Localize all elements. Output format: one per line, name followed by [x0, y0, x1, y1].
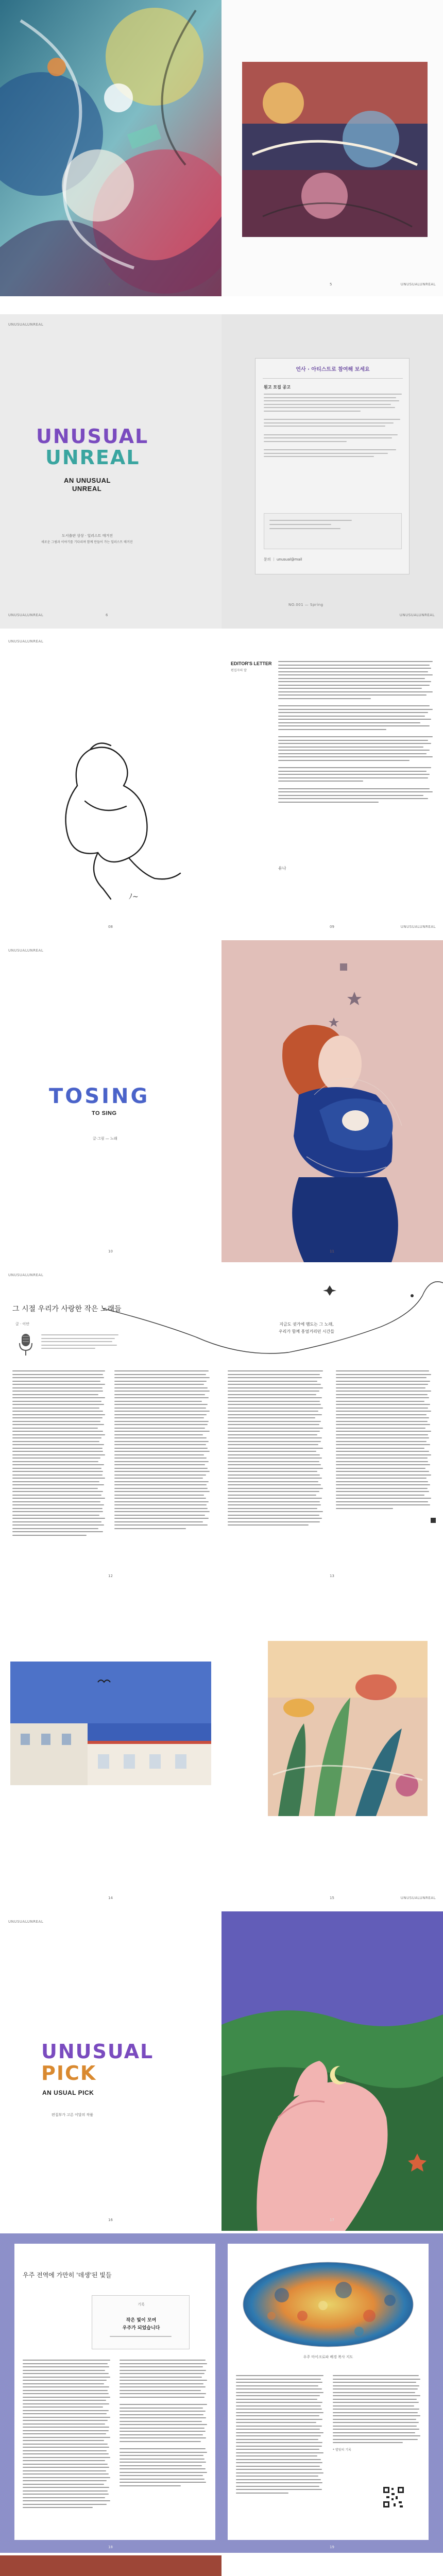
page-number: 14 — [108, 1896, 113, 1900]
page-number: 15 — [330, 1896, 334, 1900]
cosmic-col4 — [333, 2375, 420, 2446]
page-number: 12 — [108, 1574, 113, 1578]
to-sing-left-page — [0, 940, 222, 1262]
cover-art-right-page — [222, 0, 443, 296]
article-right-page — [222, 1265, 443, 1587]
map-caption: 우주 마이크로파 배경 복사 지도 — [303, 2355, 353, 2359]
end-mark-icon — [430, 1517, 436, 1523]
caption: 도서출판 상상 · 일러스트 매거진 — [62, 534, 113, 538]
title-left-page — [0, 314, 222, 629]
microphone-icon — [15, 1332, 36, 1358]
discovery-left-page — [0, 2555, 222, 2576]
notice-title: 언사 · 아티스트로 참여해 보세요 — [296, 367, 370, 372]
illustration-left-page — [0, 1589, 222, 1909]
to-sing-right-page — [222, 940, 443, 1262]
notice-intro: 원고 모집 공고 — [264, 385, 291, 389]
page-number: 11 — [330, 1249, 334, 1253]
subtitle-line1: AN UNUSUAL — [64, 477, 111, 484]
footer-page: 6 — [106, 613, 108, 617]
main-title-line1: UNUSUAL — [41, 2040, 154, 2063]
running-header: UNUSUALUNREAL — [8, 323, 44, 327]
notice-form-box — [264, 513, 402, 549]
cosmic-col1 — [23, 2360, 110, 2511]
notice-card — [255, 358, 410, 574]
spread-unusual-discovery — [0, 2555, 443, 2576]
editor-subtitle: 편집자의 말 — [231, 669, 247, 672]
inset-line1: 작은 빛이 모여 — [126, 2318, 157, 2323]
article-intro-text — [41, 1334, 118, 1351]
footer-left: UNUSUALUNREAL — [8, 613, 44, 617]
inset-line2: 우주가 되었습니다 — [122, 2326, 160, 2331]
notice-body-text — [264, 394, 402, 460]
editor-right-page — [222, 631, 443, 938]
cosmic-col2 — [120, 2360, 207, 2488]
page-number: 08 — [108, 925, 113, 929]
subtitle-line2: UNREAL — [72, 485, 102, 493]
notice-right-page — [222, 314, 443, 629]
cosmic-right-page — [222, 2233, 443, 2553]
main-title-line2: UNREAL — [45, 446, 140, 469]
main-title-line2: PICK — [41, 2062, 97, 2084]
spread-illustrations — [0, 1589, 443, 1909]
pull-quote-line2: 우리가 함께 흥얼거리던 시간들 — [278, 1329, 335, 1334]
spread-title-notice — [0, 314, 443, 629]
page-number: 18 — [108, 2545, 113, 2549]
pick-right-page — [222, 1911, 443, 2231]
paper-card-left — [14, 2244, 215, 2540]
hand-holding-moon-illustration — [222, 1911, 443, 2231]
page-number: 5 — [330, 282, 332, 286]
embracing-couple-illustration — [222, 940, 443, 1262]
running-footer: UNUSUALUNREAL — [400, 1896, 436, 1900]
cosmic-col3 — [236, 2375, 323, 2496]
article-col1 — [12, 1370, 105, 1538]
cosmic-left-page — [0, 2233, 222, 2553]
inset-title: 기록 — [138, 2302, 145, 2307]
paper-card-right — [228, 2244, 429, 2540]
article-left-page — [0, 1265, 222, 1587]
pick-left-page — [0, 1911, 222, 2231]
running-header: UNUSUALUNREAL — [8, 1273, 44, 1277]
article-headline: 우주 전역에 가만히 '데생'된 빛들 — [23, 2272, 112, 2279]
editor-title: EDITOR'S LETTER — [231, 661, 272, 666]
page-number: 09 — [330, 925, 334, 929]
pull-quote-line1: 지금도 귓가에 맴도는 그 노래, — [279, 1322, 334, 1327]
editor-signature: 유나 — [278, 866, 286, 871]
article-col4 — [336, 1370, 431, 1511]
footer-mid: NO.001 — Spring — [288, 603, 323, 607]
subtitle: TO SING — [92, 1110, 117, 1116]
page-number: 13 — [330, 1574, 334, 1578]
editor-left-page — [0, 631, 222, 938]
byline: 글·그림 — 노래 — [93, 1137, 117, 1141]
spread-cosmic-article — [0, 2233, 443, 2553]
cosmic-microwave-map — [241, 2259, 416, 2349]
sky-building-illustration — [0, 1589, 222, 1909]
page-number: 16 — [108, 2218, 113, 2222]
side-note: * 별빛의 기록 — [333, 2448, 351, 2452]
discovery-right-page — [222, 2555, 443, 2576]
page-number: 10 — [108, 1249, 113, 1253]
running-header: UNUSUALUNREAL — [8, 1920, 44, 1924]
crowd-collage-illustration — [222, 0, 443, 296]
arcade-machine-illustration — [0, 2555, 222, 2576]
divider — [263, 378, 403, 379]
footer-right: UNUSUALUNREAL — [399, 613, 435, 617]
spread-cover-art — [0, 0, 443, 296]
spread-article-songs — [0, 1265, 443, 1587]
spread-to-sing — [0, 940, 443, 1262]
running-header: UNUSUALUNREAL — [8, 639, 44, 643]
line-drawing-embrace — [0, 631, 222, 938]
page-number: 19 — [330, 2545, 334, 2549]
main-title: TOSING — [49, 1084, 150, 1108]
jungle-plants-illustration — [222, 1589, 443, 1909]
editor-letter-body — [278, 661, 433, 805]
page-number: 17 — [330, 2218, 334, 2222]
article-byline: 글 · 이안 — [15, 1322, 29, 1326]
illustration-right-page — [222, 1589, 443, 1909]
running-header: UNUSUALUNREAL — [400, 282, 436, 286]
spread-unusual-pick — [0, 1911, 443, 2231]
running-header: UNUSUALUNREAL — [8, 948, 44, 953]
signature-scribble: ﾉ~ — [129, 893, 139, 901]
spread-editors-letter — [0, 631, 443, 938]
cover-art-left-page — [0, 0, 222, 296]
article-col3 — [228, 1370, 323, 1528]
running-footer: UNUSUALUNREAL — [400, 925, 436, 929]
caption-sub: 새로운 그림과 이야기를 기다리며 함께 만들어 가는 일러스트 매거진 — [41, 540, 133, 544]
inset-box — [92, 2295, 190, 2349]
main-title-line1: UNUSUAL — [36, 425, 149, 448]
article-headline: 그 시절 우리가 사랑한 작은 노래들 — [12, 1305, 122, 1313]
subtitle: AN USUAL PICK — [42, 2089, 94, 2096]
article-col2 — [114, 1370, 210, 1531]
abstract-cover-illustration — [0, 0, 222, 296]
notice-footer: 문의 ｜ unusual@mail — [264, 557, 302, 562]
qr-code-icon — [382, 2486, 405, 2509]
byline: 편집부가 고른 이달의 작품 — [52, 2113, 94, 2117]
page-number: 4 — [108, 282, 111, 286]
